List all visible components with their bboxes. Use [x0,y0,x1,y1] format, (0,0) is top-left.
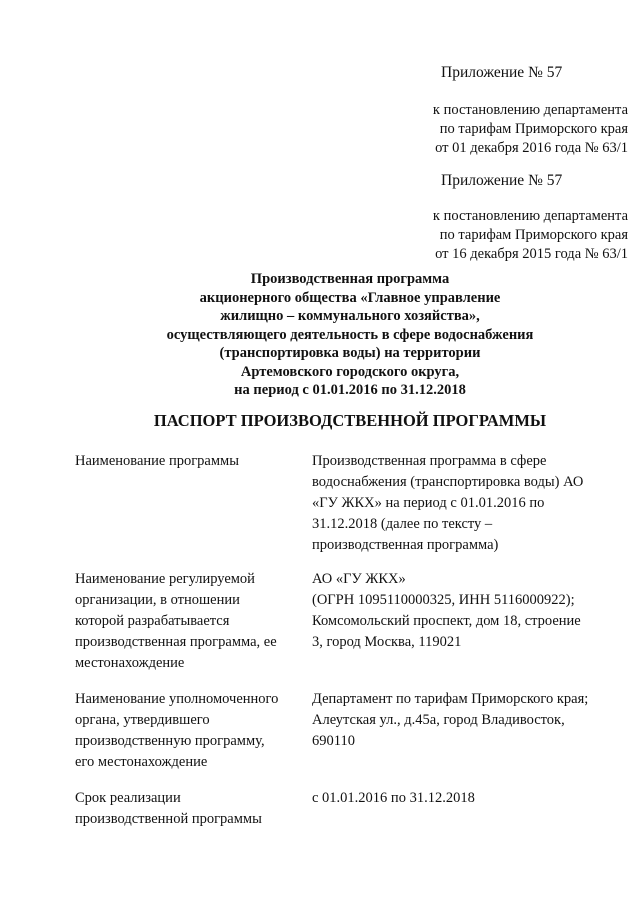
program-title-line: на период с 01.01.2016 по 31.12.2018 [234,382,466,398]
label-line: Наименование программы [75,453,239,469]
appendix-reference-line: к постановлению департамента [432,102,628,118]
appendix-reference-line: по тарифам Приморского края [439,121,628,137]
value-line: Департамент по тарифам Приморского края; [312,691,589,707]
program-name-label [75,451,239,472]
value-line: водоснабжения (транспортировка воды) АО [312,474,584,490]
term-label [75,788,262,830]
label-line: производственной программы [75,811,262,827]
value-line: 31.12.2018 (далее по тексту – [312,516,493,532]
program-title-line: Производственная программа [250,271,450,287]
program-title-line: осуществляющего деятельность в сфере водоснабжения [166,326,534,343]
appendix-reference [433,101,628,158]
program-title [80,270,620,400]
passport-heading: ПАСПОРТ ПРОИЗВОДСТВЕННОЙ ПРОГРАММЫ [153,411,547,430]
value-line: Алеутская ул., д.45а, город Владивосток, [312,712,565,728]
appendix-reference-line: от 01 декабря 2016 года № 63/1 [435,140,628,156]
label-line: производственную программу, [75,733,265,749]
value-line: 690110 [312,733,355,749]
label-line: Наименование уполномоченного [75,691,279,707]
label-line: Наименование регулируемой [75,571,255,587]
authority-value [312,689,588,752]
label-line: которой разрабатывается [75,613,230,629]
value-line: Комсомольский проспект, дом 18, строение [312,613,581,629]
original-appendix-title: Приложение № 57 [441,172,563,189]
value-line: 3, город Москва, 119021 [312,634,462,650]
program-title-line: (транспортировка воды) на территории [219,345,481,361]
label-line: органа, утвердившего [75,712,210,728]
appendix-title: Приложение № 57 [441,64,563,81]
value-line: (ОГРН 1095110000325, ИНН 5116000922); [312,592,575,608]
authority-label [75,689,278,773]
value-line: «ГУ ЖКХ» на период с 01.01.2016 по [312,495,545,511]
label-line: организации, в отношении [75,592,240,608]
appendix-reference-line: по тарифам Приморского края [439,227,628,243]
organization-value [312,569,581,653]
program-title-line: акционерного общества «Главное управление [199,289,501,306]
value-line: Производственная программа в сфере [312,453,547,469]
label-line: Срок реализации [75,790,181,806]
program-title-line: Артемовского городского округа, [240,363,460,380]
original-appendix-reference [433,207,628,264]
appendix-reference-line: к постановлению департамента [432,208,628,224]
value-line: АО «ГУ ЖКХ» [312,571,406,587]
label-line: его местонахождение [75,754,208,770]
organization-label [75,569,277,674]
appendix-reference-line: от 16 декабря 2015 года № 63/1 [435,246,628,262]
value-line: производственная программа) [312,537,499,553]
label-line: местонахождение [75,655,185,671]
program-title-line: жилищно – коммунального хозяйства», [220,308,480,324]
term-value [312,788,475,809]
program-name-value [312,451,583,556]
value-line: с 01.01.2016 по 31.12.2018 [312,790,475,806]
label-line: производственная программа, ее [75,634,277,650]
